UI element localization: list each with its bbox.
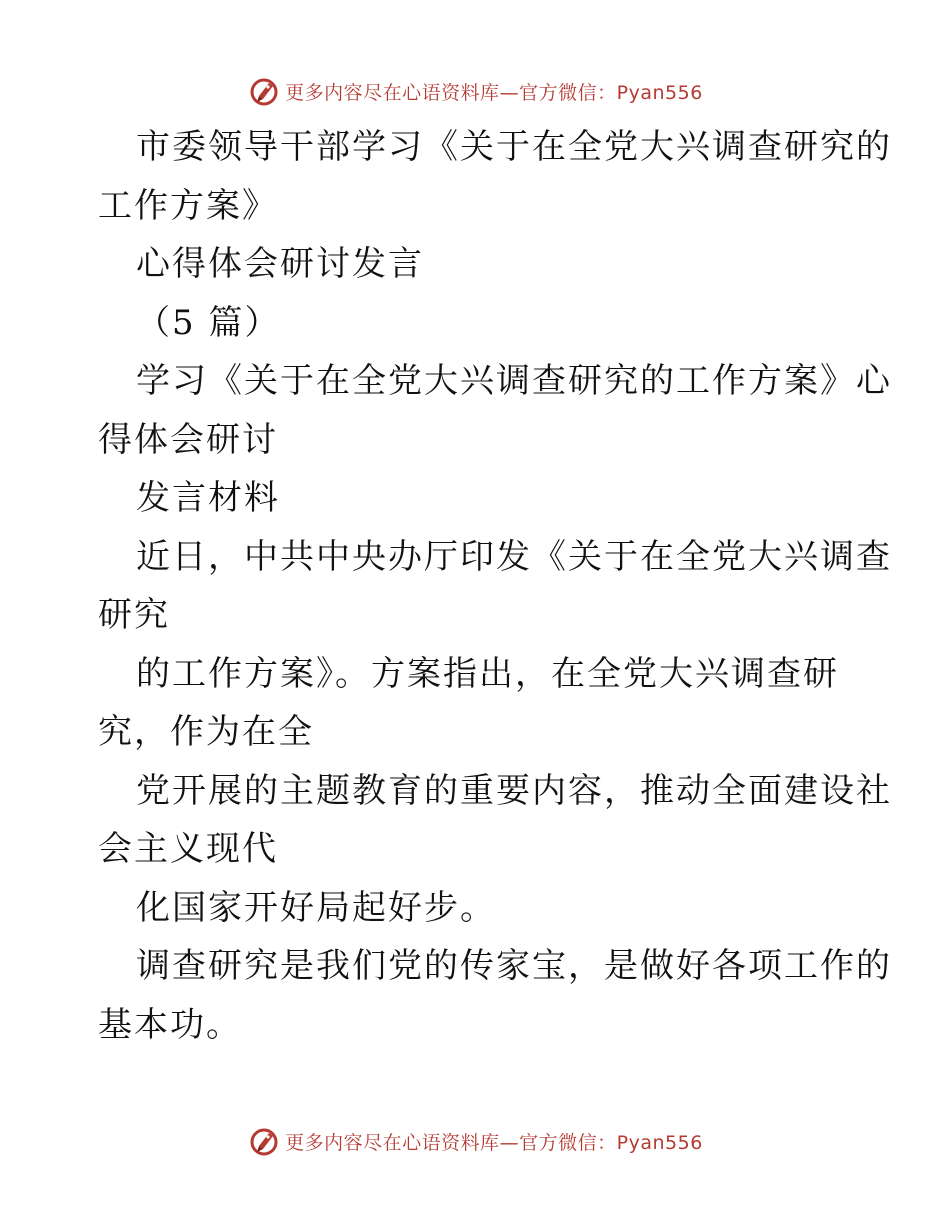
text-line: 会主义现代 — [98, 829, 278, 869]
text-line: 心得体会研讨发言 — [136, 244, 424, 284]
text-line: 近日，中共中央办厅印发《关于在全党大兴调查 — [136, 536, 892, 577]
text-line: 市委领导干部学习《关于在全党大兴调查研究的 — [136, 127, 892, 167]
pen-nib-logo-icon — [247, 74, 281, 108]
text-line: 化国家开好局起好步。 — [136, 887, 496, 928]
watermark-footer — [0, 1121, 950, 1161]
text-line: 发言材料 — [136, 478, 280, 518]
text-line: 学习《关于在全党大兴调查研究的工作方案》心 — [136, 361, 892, 401]
text-line: 究，作为在全 — [98, 712, 314, 752]
text-line: 工作方案》 — [98, 185, 278, 226]
text-line: 得体会研讨 — [98, 419, 278, 460]
pen-nib-logo-icon — [247, 1124, 281, 1158]
text-line: 党开展的主题教育的重要内容，推动全面建设社 — [136, 770, 892, 811]
text-line: （5 篇） — [136, 302, 281, 343]
text-line: 研究 — [98, 595, 170, 635]
watermark-text: 更多内容尽在心语资料库—官方微信：Pyan556 — [285, 81, 703, 104]
watermark-text: 更多内容尽在心语资料库—官方微信：Pyan556 — [285, 1131, 703, 1154]
watermark-header — [0, 71, 950, 111]
text-line: 调查研究是我们党的传家宝，是做好各项工作的 — [136, 946, 892, 986]
document-body — [98, 118, 892, 1054]
text-line: 的工作方案》。方案指出，在全党大兴调查研 — [136, 653, 839, 694]
text-line: 基本功。 — [98, 1004, 242, 1045]
